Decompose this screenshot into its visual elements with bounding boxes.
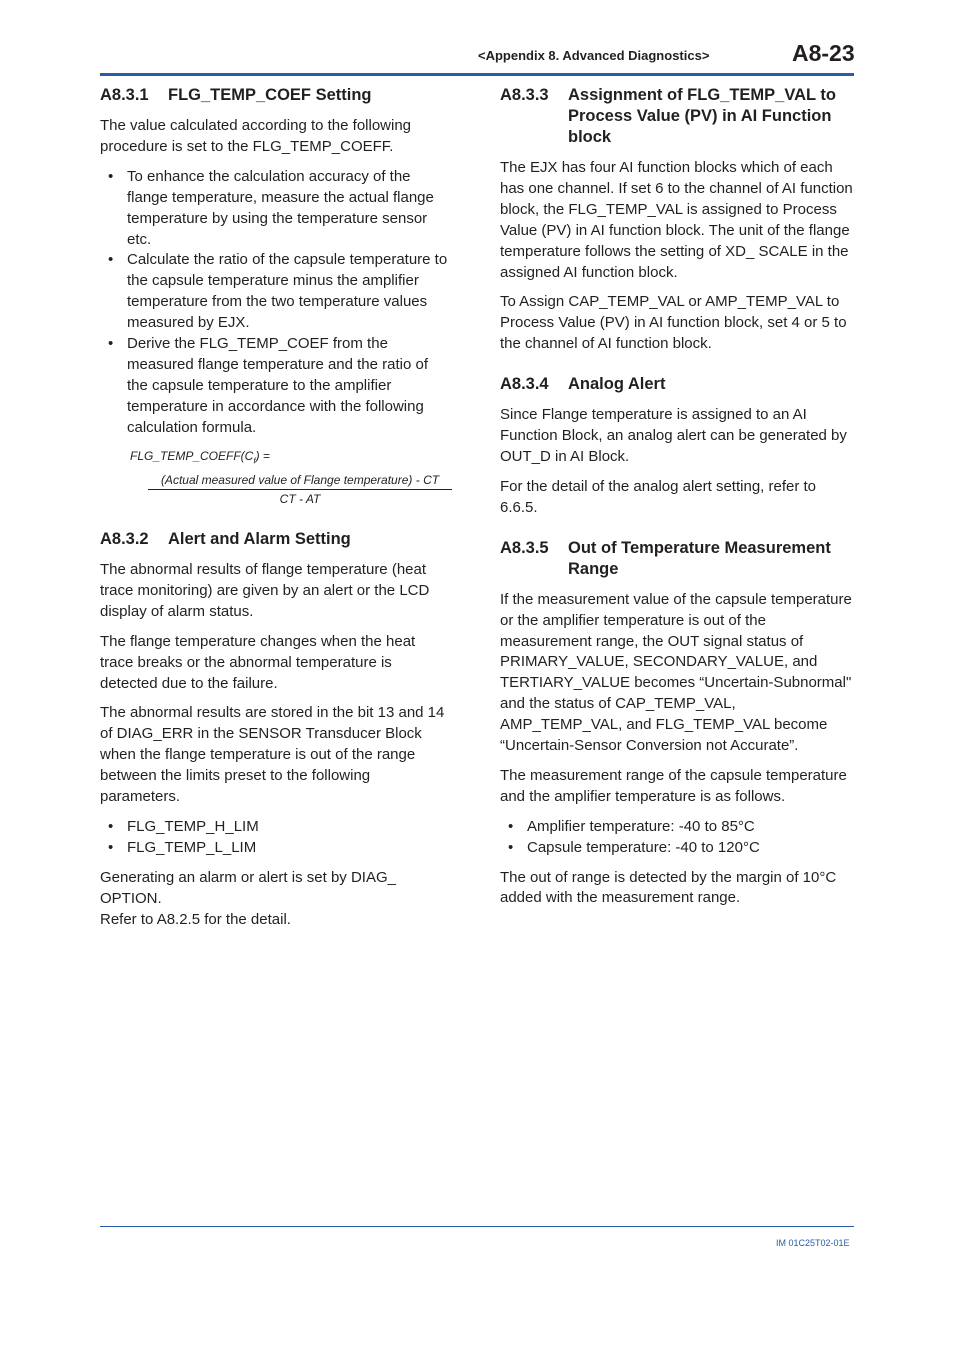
section-heading (100, 85, 452, 106)
paragraph: The abnormal results are stored in the bit 13 and 14 of DIAG_ERR in the SENSOR Transducer Block when the flange temperature is out of the range between the limits preset to the following parameters. (100, 704, 445, 806)
section-a8-3-1 (100, 85, 452, 507)
section-title: FLG_TEMP_COEF Setting (168, 86, 372, 104)
section-number: A8.3.2 (100, 529, 149, 548)
formula-fraction (148, 472, 452, 507)
list-item: • Calculate the ratio of the capsule temperature to the capsule temperature minus the amplifier temperature from the two temperature values measured by EJX. (100, 250, 452, 334)
paragraph: The out of range is detected by the margin of 10°C added with the measurement range. (500, 868, 837, 907)
section-title: Out of Temperature Measurement Range (568, 538, 831, 578)
bullet-list (100, 817, 452, 859)
running-header-section: <Appendix 8. Advanced Diagnostics> (478, 48, 710, 63)
formula-numerator: (Actual measured value of Flange temperature) - CT (148, 472, 452, 490)
list-item: • Capsule temperature: -40 to 120°C (500, 838, 854, 859)
bullet-list (500, 817, 854, 859)
section-number: A8.3.3 (500, 86, 549, 104)
formula-denominator: CT - AT (279, 491, 321, 506)
paragraph: The value calculated according to the following procedure is set to the FLG_TEMP_COEFF. (100, 117, 412, 155)
page-number: A8-23 (792, 40, 855, 66)
section-title: Analog Alert (568, 375, 666, 394)
section-heading (500, 374, 854, 395)
list-item: • FLG_TEMP_H_LIM (100, 817, 452, 838)
paragraph: To Assign CAP_TEMP_VAL or AMP_TEMP_VAL to Process Value (PV) in AI function block, set 4 or 5 to the channel of AI function block. (500, 293, 847, 353)
left-column (100, 85, 452, 939)
list-item: • FLG_TEMP_L_LIM (100, 838, 452, 859)
section-heading (500, 538, 854, 580)
bullet-list (100, 167, 452, 439)
section-a8-3-2 (100, 529, 452, 931)
header-rule (100, 73, 854, 76)
section-number: A8.3.5 (500, 538, 549, 557)
section-title: Assignment of FLG_TEMP_VAL to Process Value (PV) in AI Function block (568, 86, 836, 146)
list-item: • Amplifier temperature: -40 to 85°C (500, 817, 854, 838)
section-a8-3-4 (500, 374, 854, 519)
paragraph: Refer to A8.2.5 for the detail. (100, 910, 291, 928)
formula-lhs: $FLG\_TEMP\_COEFF(C_f)$ = (130, 448, 270, 465)
section-a8-3-3 (500, 85, 854, 355)
paragraph: The abnormal results of flange temperature (heat trace monitoring) are given by an alert or the LCD display of alarm status. (100, 560, 430, 620)
calculation-formula (100, 448, 452, 507)
paragraph: For the detail of the analog alert setting, refer to 6.6.5. (500, 477, 817, 516)
paragraph: The measurement range of the capsule temperature and the amplifier temperature is as follows. (500, 766, 847, 805)
section-heading (500, 85, 854, 148)
section-number: A8.3.1 (100, 86, 149, 104)
paragraph: The EJX has four AI function blocks which of each has one channel. If set 6 to the channel of AI function block, the FLG_TEMP_VAL is assigned to Process Value (PV) in AI function block. The unit of the flange temperature follows the setting of XD_ SCALE in the assigned AI function block. (500, 159, 853, 281)
section-heading (100, 529, 452, 550)
section-number: A8.3.4 (500, 375, 549, 394)
paragraph: Since Flange temperature is assigned to an AI Function Block, an analog alert can be generated by OUT_D in AI Block. (500, 406, 847, 465)
right-column (500, 85, 854, 918)
section-title: Alert and Alarm Setting (168, 529, 351, 548)
list-item: • Derive the FLG_TEMP_COEF from the measured flange temperature and the ratio of the capsule temperature to the amplifier temperature in accordance with the following calculation formula. (100, 334, 452, 439)
footer-rule (100, 1226, 854, 1227)
document-code: IM 01C25T02-01E (776, 1238, 850, 1248)
paragraph: Generating an alarm or alert is set by DIAG_ OPTION. (100, 868, 396, 907)
paragraph: The flange temperature changes when the heat trace breaks or the abnormal temperature is detected due to the failure. (100, 632, 416, 692)
section-a8-3-5 (500, 538, 854, 910)
list-item: • To enhance the calculation accuracy of the flange temperature, measure the actual flange temperature by using the temperature sensor etc. (100, 167, 452, 251)
paragraph: If the measurement value of the capsule temperature or the amplifier temperature is out of the measurement range, the OUT signal status of PRIMARY_VALUE, SECONDARY_VALUE, and TERTIARY_VALUE becomes “Uncertain-Subnormal" and the status of CAP_TEMP_VAL, AMP_TEMP_VAL, and FLG_TEMP_VAL become “Uncertain-Sensor Conversion not Accurate”. (500, 590, 852, 755)
